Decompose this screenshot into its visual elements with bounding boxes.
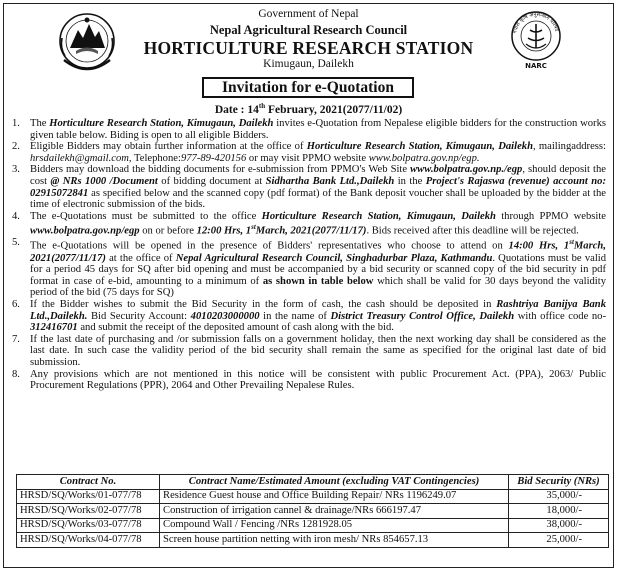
item-text: Horticulture Research Station, Kimugaun, Dailekh: [261, 210, 496, 222]
notice-header: [0, 0, 617, 118]
notice-title: Invitation for e-Quotation: [202, 77, 414, 98]
item-text: on or before: [139, 225, 197, 237]
item-text: at the office of: [105, 252, 176, 264]
item-text: Nepal Agricultural Research Council, Singhadurbar Plaza, Kathmandu: [175, 252, 493, 264]
item-text: March, 2021(2077/11/17): [255, 225, 367, 237]
item-text: Bid Security Account:: [87, 310, 191, 322]
item-text: Rashtriya Banijya Bank Ltd.,Dailekh.: [30, 298, 606, 322]
svg-text:नेपाल कृषि अनुसन्धान परिषद: नेपाल कृषि अनुसन्धान परिषद: [512, 11, 560, 34]
item-text: invites e-Quotation from Nepalese eligible bidders for the construction works given table below. Biding is open to all eligible Bidders.: [30, 118, 606, 141]
government-line: Government of Nepal: [258, 8, 359, 20]
contract-no-cell: HRSD/SQ/Works/04-077/78: [17, 533, 160, 548]
contract-name-cell: Construction of irrigation cannel & drainage/NRs 666197.47: [160, 504, 509, 519]
item-text: www.bolpatra.gov.np/egp.: [368, 152, 480, 164]
item-text: The: [30, 118, 50, 129]
contract-name-cell: Screen house partition netting with iron mesh/ NRs 854657.13: [160, 533, 509, 548]
col-contract-no: Contract No.: [17, 475, 160, 490]
item-text: st: [251, 223, 256, 232]
item-text: , Telephone:: [128, 152, 181, 164]
notice-item: [12, 164, 606, 210]
item-text: Sidhartha Bank Ltd.,Dailekh: [265, 175, 395, 187]
bid-security-cell: 35,000/-: [509, 489, 609, 504]
item-text: which shall be valid for 30 days beyond the validity period of the bid (75 days for SQ): [30, 275, 606, 299]
contract-name-cell: Residence Guest house and Office Building Repair/ NRs 1196249.07: [160, 489, 509, 504]
table-row: [17, 533, 609, 548]
item-number: 4.: [12, 210, 20, 222]
item-text: through PPMO website: [495, 210, 606, 222]
col-contract-name: Contract Name/Estimated Amount (excluding VAT Contingencies): [160, 475, 509, 490]
notice-items: [12, 118, 606, 392]
notice-item: [12, 211, 606, 238]
notice-date: Date : 14th February, 2021(2077/11/02): [214, 102, 403, 116]
item-text: 312416701: [30, 322, 78, 334]
notice-item: [12, 118, 606, 141]
narc-logo-icon: [508, 8, 564, 70]
contract-no-cell: HRSD/SQ/Works/01-077/78: [17, 489, 160, 504]
item-text: If the Bidder wishes to submit the Bid Security in the form of cash, the cash should be deposited in: [30, 298, 497, 310]
station-location: Kimugaun, Dailekh: [263, 58, 354, 70]
item-text: . Bids received after this deadline will be rejected.: [366, 225, 579, 237]
bid-security-cell: 38,000/-: [509, 518, 609, 533]
item-text: 12:00 Hrs, 1: [196, 225, 252, 237]
item-text: 14:00 Hrs, 1: [508, 241, 570, 252]
item-text: @ NRs 1000 /Document: [50, 175, 158, 187]
council-line: Nepal Agricultural Research Council: [209, 23, 408, 37]
item-text: or may visit PPMO website: [246, 152, 369, 164]
item-text: , mailingaddress:: [532, 141, 606, 153]
svg-text:NARC: NARC: [525, 62, 547, 70]
item-text: March, 2021(2077/11/17): [30, 241, 606, 264]
bid-security-cell: 18,000/-: [509, 504, 609, 519]
item-text: in the: [394, 175, 426, 187]
item-text: 4010203000000: [190, 310, 260, 322]
item-text: as specified below and the scanned copy (pdf format) of the Bank deposit voucher shall be uploaded by the bidder at the time of electronic submission of the bids.: [30, 187, 606, 211]
item-text: The e-Quotations must be submitted to the office: [30, 210, 262, 222]
item-text: www.bolpatra.gov.np/egp: [30, 225, 140, 237]
item-text: The e-Quotations will be opened in the presence of Bidders' representatives who choose to attend on: [30, 241, 509, 252]
table-row: [17, 518, 609, 533]
contract-name-cell: Compound Wall / Fencing /NRs 1281928.05: [160, 518, 509, 533]
item-number: 1.: [12, 118, 20, 129]
notice-item: [12, 369, 606, 392]
item-text: in the name of: [259, 310, 331, 322]
item-text: If the last date of purchasing and /or submission falls on a government holiday, then the next working day shall be considered as the last date. In such case the validity period of the bid security shall remain the same as specified for the original last date of bid submission.: [30, 333, 606, 368]
contract-no-cell: HRSD/SQ/Works/02-077/78: [17, 504, 160, 519]
item-number: 3.: [12, 164, 20, 176]
item-text: Bidders may download the bidding documents for e-submission from PPMO's Web Site: [30, 164, 411, 176]
item-text: st: [569, 238, 574, 247]
item-text: Horticulture Research Station, Kimugaun, Dailekh: [49, 118, 274, 129]
item-text: Horticulture Research Station, Kimugaun, Dailekh: [306, 141, 533, 153]
item-text: as shown in table below: [262, 275, 374, 287]
bid-security-cell: 25,000/-: [509, 533, 609, 548]
notice-item: [12, 334, 606, 369]
item-text: District Treasury Control Office, Dailekh: [330, 310, 515, 322]
col-bid-security: Bid Security (NRs): [509, 475, 609, 490]
table-row: [17, 489, 609, 504]
item-number: 7.: [12, 333, 20, 345]
notice-item: [12, 141, 606, 164]
item-text: and submit the receipt of the deposited amount of cash along with the bid.: [77, 322, 394, 334]
station-title: HORTICULTURE RESEARCH STATION: [143, 38, 474, 58]
notice-item: [12, 237, 606, 299]
item-number: 6.: [12, 298, 20, 310]
item-text: Eligible Bidders may obtain further information at the office of: [30, 141, 307, 153]
item-text: . Quotations must be valid for a period 45 days for SQ after bid opening and must be accompanied by a bid security or scanned copy of the bid security in pdf format in case of e-bid, amounting to a minimum of: [30, 252, 606, 287]
item-text: of bidding document at: [157, 175, 266, 187]
contracts-table: [16, 474, 609, 548]
item-text: Project's Rajaswa (revenue) account no: 02915072841: [30, 175, 606, 199]
item-number: 5.: [12, 237, 20, 249]
contract-no-cell: HRSD/SQ/Works/03-077/78: [17, 518, 160, 533]
item-text: , should deposit the cost: [30, 164, 606, 187]
item-text: with office code no-: [514, 310, 606, 322]
item-text: Any provisions which are not mentioned in this notice will be consistent with public Procurement Act. (PPA), 2063/ Public Procurement Regulations (PPR), 2064 and Other Prevailing Nepalese Rules.: [30, 368, 606, 392]
table-header-row: [17, 475, 609, 490]
item-text: hrsdailekh@gmail.com: [30, 152, 129, 164]
table-row: [17, 504, 609, 519]
notice-item: [12, 299, 606, 334]
item-text: www.bolpatra.gov.np./egp: [410, 164, 523, 176]
item-number: 2.: [12, 141, 20, 153]
item-number: 8.: [12, 368, 20, 380]
item-text: 977-89-420156: [180, 152, 247, 164]
